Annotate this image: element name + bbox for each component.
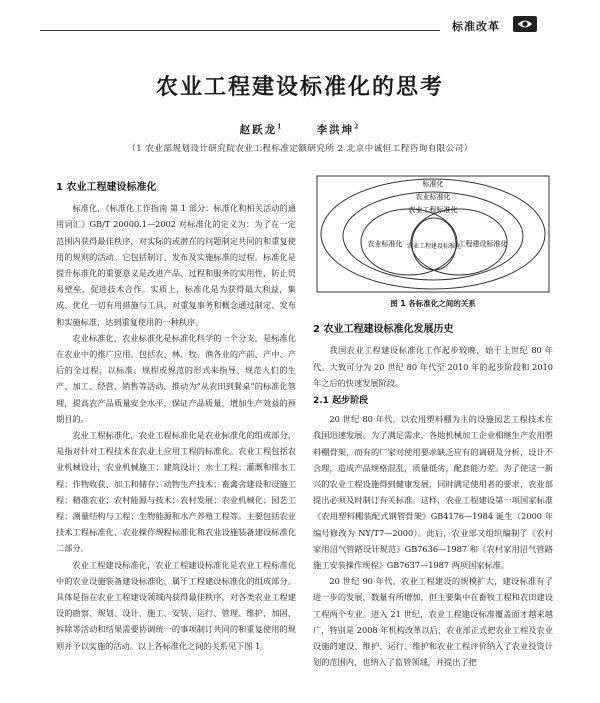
venn-diagram (313, 174, 553, 294)
figure-caption: 图 1 各标准化之间的关系 (390, 299, 476, 308)
label-ring2: 农业标准化 (415, 193, 451, 201)
author-name: 赵跃龙 (239, 124, 278, 136)
paragraph: 农业标准化，农业标准化是标准化科学的一个分支，是标准化在农业中的推广应用。包括农、林、牧、渔各业的产前、产中、产后的全过程，以标准、规程或规范的形式来指导、规范人们的生产、加工、经营、销售等活动，推动为“从农田到餐桌”的标准化管理，提高农产品质量安全水平，保证产品质量，增加生产效益的预期目的。 (56, 332, 296, 424)
affiliation: （1 农业部规划设计研究院农业工程标准定额研究所 2 北京中诚恒工程咨询有限公司） (127, 144, 473, 154)
label-core: 农业工程建设标准化 (406, 243, 462, 250)
label-right: 工程建设标准化 (458, 240, 508, 248)
paragraph: 农业工程标准化，农业工程标准化是农业标准化的组成部分，是指对针对工程技术在农业上应用工程的标准化。农业工程包括农业机械设计，农业机械施工；建筑设计；水土工程；灌溉和排水工程；作物收获、加工和储存；动物生产技术；畜禽舍建设和设施工程；精准农业；农村能源与技术；农村发展；农业机械化；园艺工程；测量结构与工程；生物能源和水产养殖工程等。主要包括农业技术工程标准化、农业操作规程标准化和农业设施装备建设标准化二部分。 (56, 430, 296, 554)
section-tag: 标准改革 (452, 20, 500, 33)
right-column (313, 170, 553, 670)
subsection-heading: 2.1 起步阶段 (313, 396, 369, 407)
paragraph: 20 世纪 80 年代，以农用塑料棚为主的设施园艺工程技术在我国迅速发展。为了满足需求，各地机械加工企业相继生产农用塑料棚骨架，而有的厂家对使用要求缺乏应有的调研及分析，设计不合理，造成产品规格混乱，质量低劣，配套能力差。为了使这一新兴的农业工程设施得到健康发展，同时满足使用者的要求，农业部提出必须及时制订有关标准。这样，农业工程建设第一项国家标准《农用塑料棚装配式钢管骨架》GB4176—1984 诞生（2000 年编号修改为 NY/T7—2000）。此后，农业部又组织编制了《农村家用沼气管路设计规范》GB7636—1987 和《农村家用沼气管路施工安装操作规程》GB7637—1987 两项国家标准。 (313, 414, 553, 571)
article-title: 农业工程建设标准化的思考 (155, 75, 444, 100)
label-ring3: 农业工程标准化 (408, 206, 458, 214)
section-heading: 2 农业工程建设标准化发展历史 (313, 324, 454, 336)
author-mark: 1 (277, 123, 284, 131)
author-mark: 2 (354, 123, 361, 131)
author-name: 李洪坤 (316, 124, 355, 136)
label-outer: 标准化 (422, 180, 444, 188)
paragraph: 农业工程建设标准化，农业工程建设标准化是农业工程标准化中的农业设施装备建设标准化，属于工程建设标准化的组成部分。具体是指在农业工程建设领域内获得最佳秩序，对各类农业工程建设的勘察、规划、设计、施工、安装、运行、管理、维护，加固、拆除等活动和结果需要协调统一的事项制订共同的和重复使用的规则并予以实施的活动。以上各标准化之间的关系见下图 1。 (56, 559, 296, 651)
paragraph: 我国农业工程建设标准化工作起步较晚，始于上世纪 80 年代。大致可分为 20 世纪 80 年代至 2010 年的起步阶段和 2010 年之后的快速发展阶段。 (313, 345, 553, 388)
figure-1 (313, 174, 553, 294)
paragraph: 20 世纪 90 年代，农业工程建设的规模扩大，建设标准有了进一步的发展，数量有所增加，但主要集中在畜牧工程和农田建设工程两个专业。进入 21 世纪，农业工程建设标准覆盖面才越来越广，特别是 2008 年机构改革以后，农业部正式把农业工程及农业设施的建设、维护、运行、维护和农业工程评价纳入了农业投资计划的范围内，也纳入了监管领域，并提出了把 (313, 576, 553, 668)
left-column (56, 170, 296, 654)
page-header (0, 8, 600, 38)
section-heading: 1 农业工程建设标准化 (56, 182, 157, 193)
journal-logo-icon (512, 14, 538, 34)
header-rule (40, 30, 440, 31)
author-line (0, 122, 600, 137)
paragraph: 标准化，《标准化工作指南 第 1 部分：标准化和相关活动的通用词汇》GB/T 20000.1—2002 对标准化的定义为：为了在一定范围内获得最佳秩序，对实际的或潜在的问题制定共同的和重复使用的规则的活动。它包括制订、发布及实施标准的过程。标准化是提升标准化的重要意义是改进产品、过程和服务的实用性，防止贸易壁垒，促进技术合作。实质上，标准化是为获得最大利益，集成、优化一切有用措施与工具，对重复事务和概念通过制定、发布和实施标准，达到重复使用的一种秩序。 (56, 203, 296, 327)
label-left: 农业标准化 (367, 240, 403, 248)
